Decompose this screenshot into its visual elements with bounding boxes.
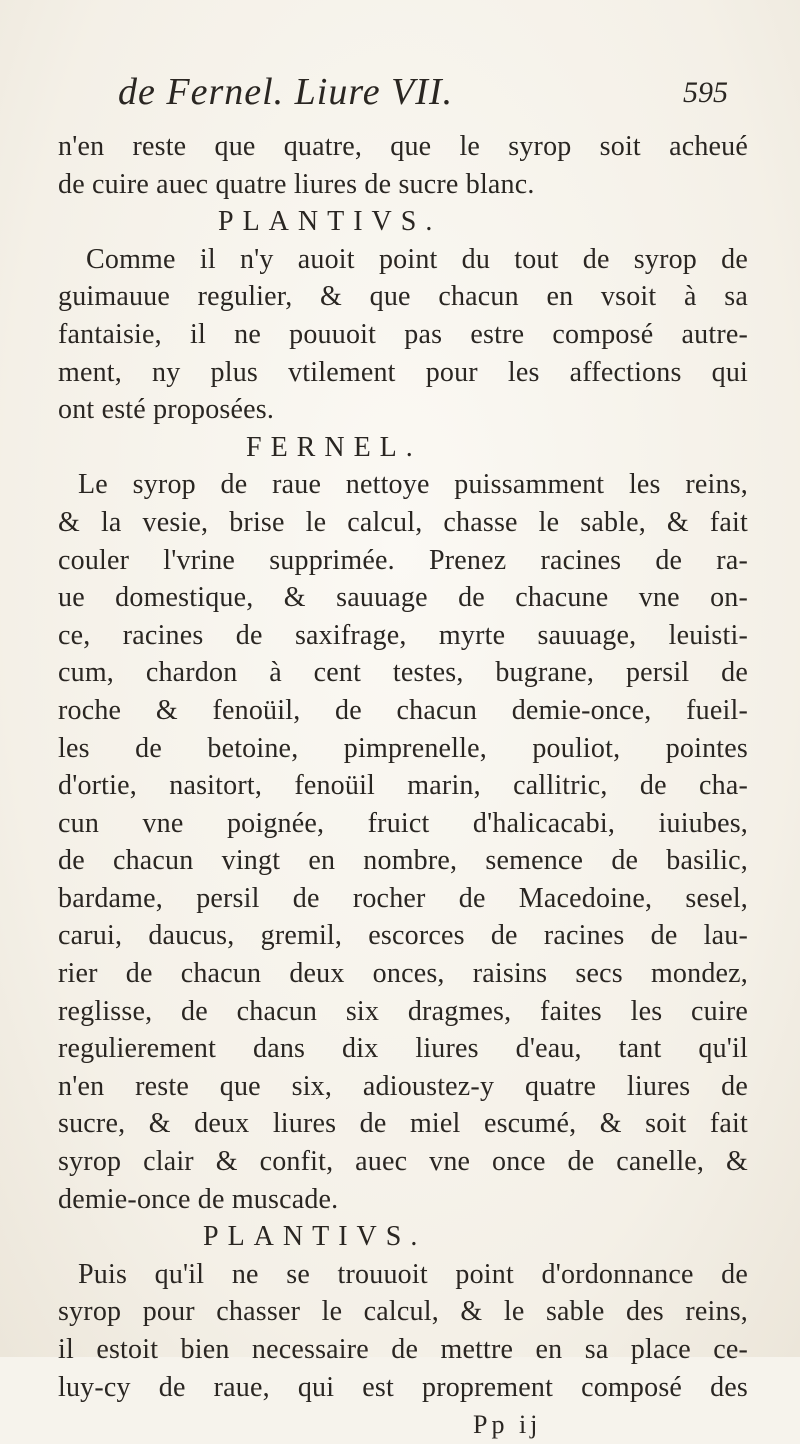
text-line: regulierement dans dix liures d'eau, tant qu'il — [58, 1033, 748, 1065]
page-header — [118, 70, 728, 120]
text-line: Le syrop de raue nettoye puissamment les reins, — [78, 469, 748, 501]
text-line: ue domestique, & sauuage de chacune vne on- — [58, 582, 748, 614]
text-line: syrop pour chasser le calcul, & le sable des reins, — [58, 1296, 748, 1328]
text-line: cun vne poignée, fruict d'halicacabi, iuiubes, — [58, 807, 748, 839]
text-line: bardame, persil de rocher de Macedoine, sesel, — [58, 882, 748, 914]
text-line: luy-cy de raue, qui est proprement composé des — [58, 1371, 748, 1403]
text-line: n'en reste que six, adioustez-y quatre liures de — [58, 1070, 748, 1102]
signature-mark: Pp ij — [473, 1410, 542, 1440]
text-line: reglisse, de chacun six dragmes, faites les cuire — [58, 995, 748, 1027]
text-line: guimauue regulier, & que chacun en vsoit à sa — [58, 281, 748, 313]
text-line: fantaisie, il ne pouuoit pas estre composé autre- — [58, 318, 748, 350]
text-line: rier de chacun deux onces, raisins secs mondez, — [58, 958, 748, 990]
text-line: roche & fenoüil, de chacun demie-once, fueil- — [58, 694, 748, 726]
section-heading: PLANTIVS. — [203, 1221, 427, 1253]
text-line: sucre, & deux liures de miel escumé, & soit fait — [58, 1108, 748, 1140]
text-line: cum, chardon à cent testes, bugrane, persil de — [58, 657, 748, 689]
text-line: les de betoine, pimprenelle, pouliot, pointes — [58, 732, 748, 764]
text-line: de cuire auec quatre liures de sucre blanc. — [58, 168, 535, 200]
text-line: de chacun vingt en nombre, semence de basilic, — [58, 845, 748, 877]
section-heading: FERNEL. — [246, 431, 422, 463]
text-line: n'en reste que quatre, que le syrop soit acheué — [58, 131, 748, 162]
page-body — [58, 128, 748, 1444]
text-line: & la vesie, brise le calcul, chasse le sable, & fait — [58, 506, 748, 538]
text-line: ment, ny plus vtilement pour les affections qui — [58, 356, 748, 388]
text-line: couler l'vrine supprimée. Prenez racines de ra- — [58, 544, 748, 576]
text-line: Puis qu'il ne se trouuoit point d'ordonnance de — [78, 1258, 748, 1290]
text-line: carui, daucus, gremil, escorces de racines de lau- — [58, 920, 748, 952]
page-number: 595 — [683, 76, 728, 109]
text-line: ont esté proposées. — [58, 394, 275, 426]
text-line: Comme il n'y auoit point du tout de syrop de — [86, 243, 748, 275]
text-line: d'ortie, nasitort, fenoüil marin, callitric, de cha- — [58, 770, 748, 802]
running-title: de Fernel. Liure VII. — [118, 71, 454, 113]
text-line: demie-once de muscade. — [58, 1183, 339, 1215]
text-line: ce, racines de saxifrage, myrte sauuage, leuisti- — [58, 619, 748, 651]
text-line: syrop clair & confit, auec vne once de canelle, & — [58, 1146, 748, 1178]
text-line: il estoit bien necessaire de mettre en sa place ce- — [58, 1334, 748, 1365]
section-heading: PLANTIVS. — [218, 206, 442, 238]
